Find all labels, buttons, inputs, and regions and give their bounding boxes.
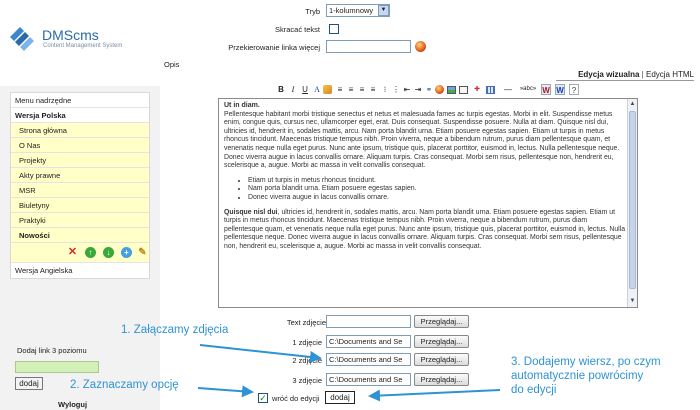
editor-bullet-list (248, 177, 626, 203)
menu-item-active[interactable]: Nowości (11, 228, 149, 243)
link-globe-icon[interactable] (415, 41, 426, 52)
add-link-input[interactable] (15, 361, 99, 373)
menu-item[interactable]: Akty prawne (11, 168, 149, 183)
ordered-list-icon[interactable]: ⁝ (383, 85, 387, 94)
editor-paragraph: Pellentesque habitant morbi tristique senectus et netus et malesuada fames ac turpis egestas. Morbi in elit. Suspendisse metus enim, congue quis, cursus nec, ullamcorper eget, erat. Duis consequat. Suspendisse posuere. Nulla at diam. Quisque nisl dui, ultricies id, hendrerit in, sodales mattis, arcu. Nam porta blandit urna. Etiam posuere egestas sapien. Etiam ut turpis in metus rhoncus tincidunt. Maecenas tristique tempus nibh. Proin viverra, neque a bibendum rutrum, purus diam pellentesque quam, et venenatis neque nulla eget purus. Nunc ante ipsum, tristique quis, placerat porttitor, euismod in, lectus. Nulla pellentesque neque. Donec viverra augue in lacus convallis ornare. Aliquam turpis. Cras consequat. Morbi sem risus, pellentesque non, hendrerit eu, scelerisque a, augue. Morbi ac massa in velit convallis consequat. (224, 110, 620, 170)
browse-button[interactable]: Przeglądaj... (414, 335, 469, 348)
editor-tabs (578, 70, 694, 79)
editor-bold-text: Quisque nisl dui (224, 208, 278, 216)
help-icon[interactable]: ? (569, 84, 579, 95)
menu-item[interactable]: Biuletyny (11, 198, 149, 213)
table-icon[interactable] (486, 84, 496, 95)
redirect-label: Przekierowanie linka więcej (228, 43, 320, 52)
annotation-step-3-line-3: do edycji (511, 384, 557, 396)
editor-paragraph-2-text: , ultricies id, hendrerit in, sodales mattis, arcu. Nam porta blandit urna. Etiam posuere egestas sapien. Etiam ut turpis in metus rhoncus tincidunt. Maecenas tristique tempus nibh. Proin viverra, neque a bibendum rutrum, purus diam pellentesque quam, et venenatis neque nulla eget purus. Nunc ante ipsum, tristique quis, placerat porttitor, euismod in, lectus. Nulla pellentesque neque. Donec viverra augue in lacus convallis ornare. Aliquam turpis. Cras consequat. Morbi sem risus, pellentesque non, hendrerit eu, scelerisque a, augue. Morbi ac massa in velit convallis consequat. (224, 208, 626, 250)
tab-visual[interactable]: Edycja wizualna (578, 70, 640, 79)
menu-item[interactable]: O Nas (11, 138, 149, 153)
align-left-icon[interactable]: ≡ (337, 85, 343, 94)
add-row-button[interactable]: dodaj (325, 391, 355, 404)
item-actions (11, 243, 149, 263)
list-item: • Etiam ut turpis in metus rhoncus tincidunt. (248, 177, 626, 186)
rich-text-editor[interactable] (218, 98, 638, 308)
bold-icon[interactable]: B (278, 85, 284, 94)
menu-item[interactable]: Strona główna (11, 123, 149, 138)
delete-row-icon[interactable]: ✚ (474, 86, 480, 93)
scroll-thumb[interactable] (629, 111, 636, 289)
image-2-input[interactable] (326, 353, 411, 366)
add-link-button[interactable]: dodaj (15, 377, 43, 390)
main-panel (160, 0, 700, 410)
delete-icon[interactable]: ✕ (67, 246, 78, 258)
sidebar (0, 0, 160, 410)
logo-mark-icon (8, 25, 40, 51)
logo (8, 22, 158, 62)
add-icon[interactable]: + (121, 247, 132, 258)
editor-content[interactable] (224, 102, 626, 252)
align-center-icon[interactable]: ≡ (348, 85, 354, 94)
outdent-icon[interactable]: ⇤ (403, 85, 411, 94)
align-right-icon[interactable]: ≡ (359, 85, 365, 94)
logout-link[interactable]: Wyloguj (58, 400, 88, 409)
indent-icon[interactable]: ⇥ (414, 85, 422, 94)
scroll-up-icon[interactable]: ▲ (629, 101, 636, 107)
image-3-input[interactable] (326, 373, 411, 386)
redirect-input[interactable] (326, 40, 411, 53)
link-icon[interactable]: ⚭ (425, 85, 433, 94)
browse-button[interactable]: Przeglądaj... (414, 373, 469, 386)
opis-label: Opis (164, 60, 180, 69)
text-image-input[interactable] (326, 315, 411, 328)
annotation-step-2: 2. Zaznaczamy opcję (70, 379, 179, 391)
image-3-label: 3 zdjęcie (292, 376, 322, 385)
browse-button[interactable]: Przeglądaj... (414, 353, 469, 366)
horizontal-rule-icon[interactable]: — (504, 85, 512, 94)
tabs-divider (556, 80, 694, 81)
word-paste-icon[interactable]: W (542, 86, 550, 95)
font-color-icon[interactable]: A (314, 85, 320, 94)
menu-item[interactable]: Projekty (11, 153, 149, 168)
highlight-icon[interactable] (323, 84, 333, 95)
image-3-path: C:\Documents and Se (329, 375, 403, 384)
tab-separator: | (641, 70, 646, 79)
underline-icon[interactable]: U (302, 85, 308, 94)
tryb-label: Tryb (305, 7, 320, 16)
brand-tagline: Content Management System (43, 43, 123, 49)
annotation-step-3-line-1: 3. Dodajemy wiersz, po czym (511, 356, 661, 368)
strikethrough-icon[interactable]: »abc» (519, 86, 537, 92)
menu-item[interactable]: MSR (11, 183, 149, 198)
tryb-select-value: 1-kolumnowy (329, 6, 374, 15)
scroll-down-icon[interactable]: ▼ (629, 298, 636, 304)
arrow-down-icon[interactable]: ↓ (103, 247, 114, 258)
annotation-step-3-line-2: automatycznie powrócimy (511, 370, 644, 382)
image-1-path: C:\Documents and Se (329, 337, 403, 346)
navigation-menu (10, 92, 150, 279)
menu-item[interactable]: Praktyki (11, 213, 149, 228)
align-justify-icon[interactable]: ≡ (370, 85, 376, 94)
edit-pencil-icon[interactable]: ✎ (138, 247, 147, 258)
section-polish[interactable]: Wersja Polska (11, 108, 149, 123)
editor-paragraph-2 (224, 209, 626, 252)
image-1-label: 1 zdjęcie (292, 338, 322, 347)
anchor-globe-icon[interactable] (435, 84, 445, 95)
annotation-step-1: 1. Załączamy zdjęcia (121, 324, 229, 336)
image-2-label: 2 zdjęcie (292, 356, 322, 365)
image-1-input[interactable] (326, 335, 411, 348)
bullet-list-icon[interactable]: ⋮ (392, 85, 400, 94)
tab-html[interactable]: Edycja HTML (645, 70, 694, 79)
image-icon[interactable] (447, 84, 457, 95)
skracac-checkbox[interactable] (329, 24, 339, 34)
editor-heading: Ut in diam. (224, 102, 260, 109)
list-item: • Nam porta blandit urna. Etiam posuere egestas sapien. (248, 185, 626, 194)
skracac-label: Skracać tekst (274, 25, 320, 34)
add-link-label: Dodaj link 3 poziomu (17, 346, 87, 355)
browse-button[interactable]: Przeglądaj... (414, 315, 469, 328)
section-english[interactable]: Wersja Angielska (15, 266, 73, 275)
list-item: • Donec viverra augue in lacus convallis ornare. (248, 194, 626, 203)
return-to-edit-checkbox[interactable]: ✓ (259, 393, 267, 403)
brand-name: DMScms (42, 27, 99, 43)
chevron-down-icon[interactable]: ▼ (378, 5, 389, 16)
arrow-up-icon[interactable]: ↑ (85, 247, 96, 258)
editor-scrollbar[interactable] (627, 99, 637, 307)
image-2-path: C:\Documents and Se (329, 355, 403, 364)
text-image-label: Text zdjęcie (286, 318, 326, 327)
menu-parent-link[interactable]: Menu nadrzędne (11, 93, 149, 108)
word-clean-icon[interactable]: W (556, 86, 564, 95)
italic-icon[interactable]: I (291, 85, 295, 94)
insert-row-icon[interactable] (459, 84, 469, 95)
return-to-edit-label: wróć do edycji (272, 394, 320, 403)
